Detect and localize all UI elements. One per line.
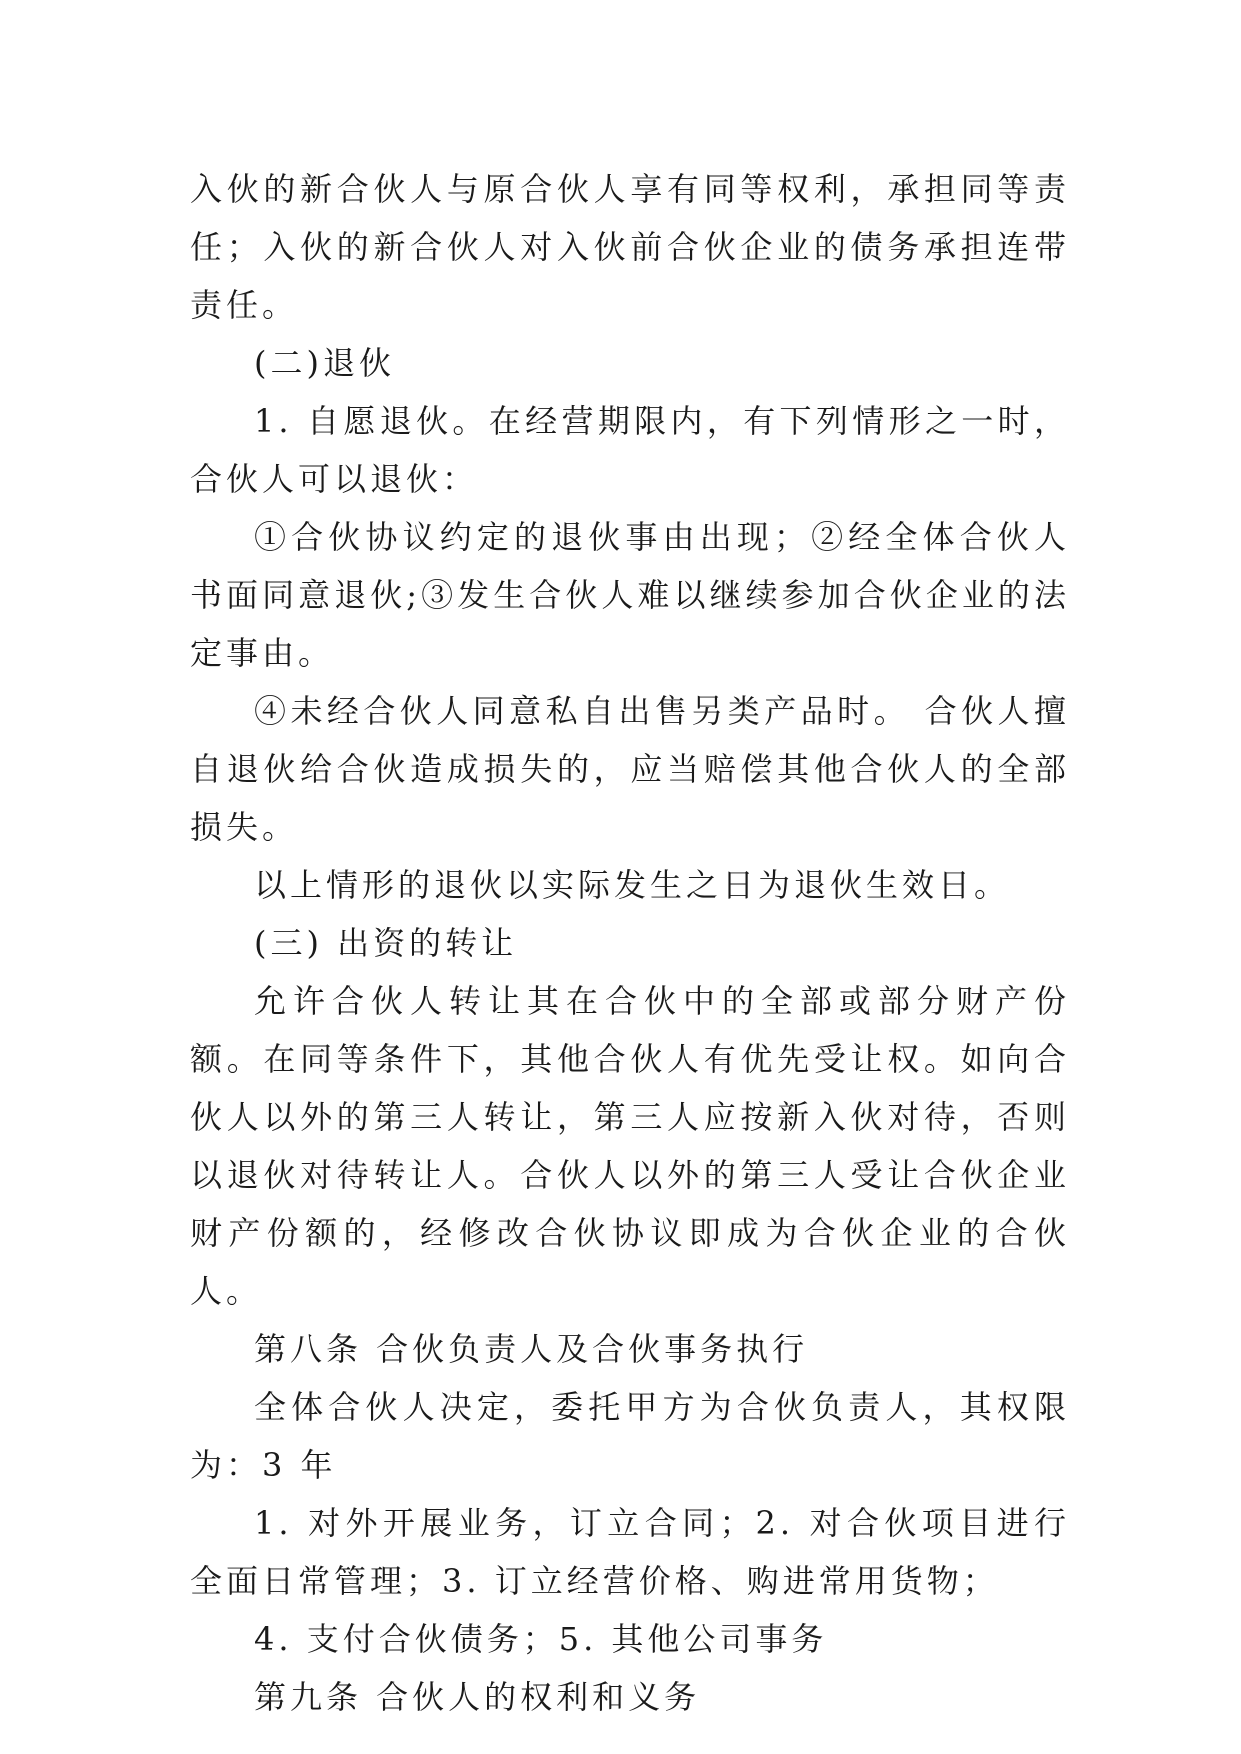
paragraph-authority-list-1: 1. 对外开展业务，订立合同；2. 对合伙项目进行全面日常管理；3. 订立经营价格、购进常用货物； [190,1504,1070,1600]
paragraph-capital-transfer: 允许合伙人转让其在合伙中的全部或部分财产份额。在同等条件下，其他合伙人有优先受让权。如向合伙人以外的第三人转让，第三人应按新入伙对待，否则以退伙对待转让人。合伙人以外的第三人受让合伙企业财产份额的，经修改合伙协议即成为合伙企业的合伙人。 [190,982,1070,1310]
heading-article-nine: 第九条 合伙人的权利和义务 [254,1678,701,1716]
heading-capital-transfer: (三) 出资的转让 [254,924,518,962]
paragraph-continuation-new-partner: 入伙的新合伙人与原合伙人享有同等权利，承担同等责任；入伙的新合伙人对入伙前合伙企业的债务承担连带责任。 [190,170,1070,324]
paragraph-unauthorized-sale: ④未经合伙人同意私自出售另类产品时。 合伙人擅自退伙给合伙造成损失的，应当赔偿其他合伙人的全部损失。 [190,692,1070,846]
heading-withdrawal: (二)退伙 [254,344,395,382]
paragraph-withdrawal-conditions: ①合伙协议约定的退伙事由出现；②经全体合伙人书面同意退伙;③发生合伙人难以继续参加合伙企业的法定事由。 [190,518,1070,672]
paragraph-authority-list-2: 4. 支付合伙债务；5. 其他公司事务 [254,1620,828,1658]
paragraph-withdrawal-effective-date: 以上情形的退伙以实际发生之日为退伙生效日。 [254,866,1011,904]
paragraph-authority-appointment: 全体合伙人决定，委托甲方为合伙负责人，其权限为：3 年 [190,1388,1070,1484]
document-body [190,160,1070,1726]
heading-article-eight: 第八条 合伙负责人及合伙事务执行 [254,1330,809,1368]
paragraph-voluntary-withdrawal: 1. 自愿退伙。在经营期限内，有下列情形之一时，合伙人可以退伙： [190,402,1070,498]
